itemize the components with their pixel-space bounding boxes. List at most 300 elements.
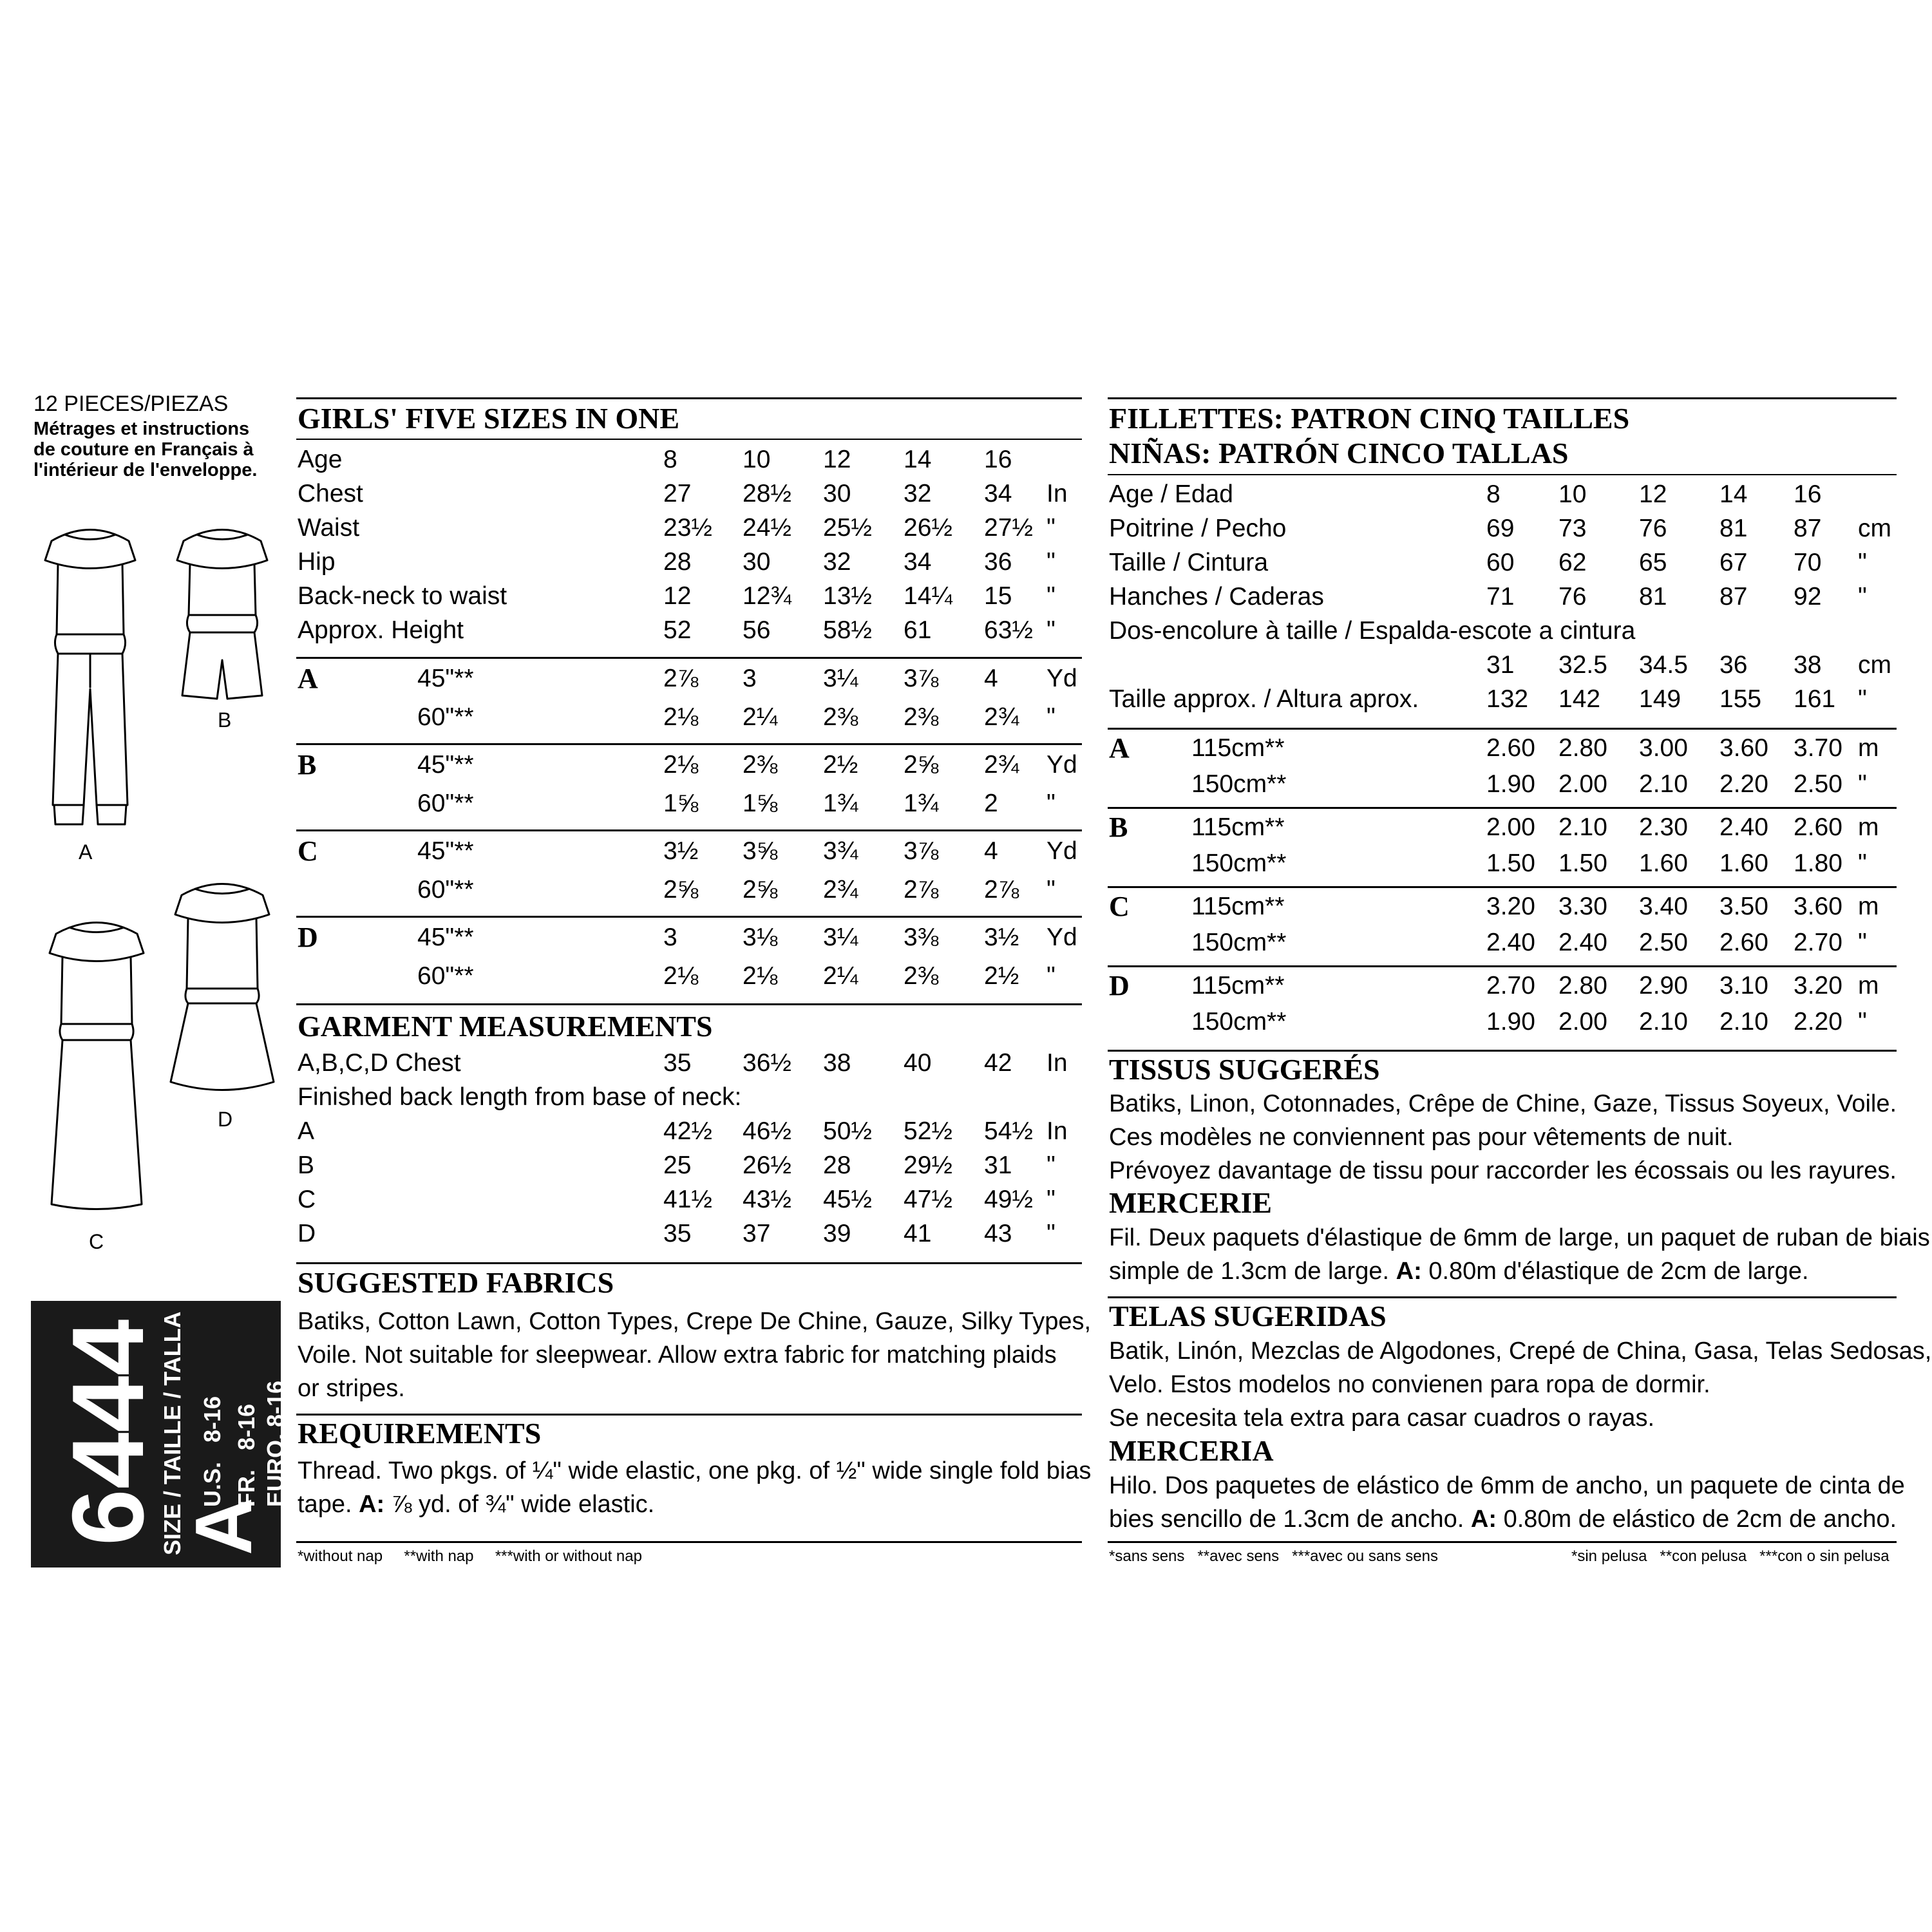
- view-d-dress-illustration: [164, 876, 280, 1108]
- value-cell: 31: [984, 1151, 1012, 1179]
- value-cell: 67: [1719, 549, 1748, 576]
- value-cell: 2.10: [1719, 1008, 1768, 1036]
- value-cell: 3⅜: [904, 923, 939, 951]
- pattern-number: 6444: [52, 1319, 165, 1546]
- value-cell: 81: [1719, 515, 1748, 542]
- value-cell: 2.30: [1639, 813, 1688, 841]
- value-cell: 2⅝: [743, 876, 778, 904]
- value-cell: 25½: [823, 514, 872, 542]
- value-cell: 2⅞: [984, 876, 1019, 904]
- value-cell: 12: [823, 446, 851, 473]
- unit-cell: cm: [1858, 651, 1891, 679]
- value-cell: 10: [743, 446, 771, 473]
- merceria-line: Hilo. Dos paquetes de elástico de 6mm de ancho, un paquete de cinta de: [1109, 1472, 1905, 1499]
- fr-title: FILLETTES: PATRON CINQ TAILLES: [1109, 402, 1630, 435]
- value-cell: 16: [1794, 480, 1822, 508]
- unit-cell: In: [1046, 1049, 1068, 1077]
- value-cell: 12: [1639, 480, 1667, 508]
- divider: [296, 1262, 1082, 1264]
- requirements-title: REQUIREMENTS: [298, 1417, 542, 1450]
- unit-cell: ": [1046, 962, 1056, 990]
- value-cell: 1.60: [1639, 849, 1688, 877]
- row-label: Approx. Height: [298, 616, 464, 644]
- value-cell: 2.10: [1558, 813, 1607, 841]
- unit-cell: ": [1858, 549, 1867, 576]
- row-label: A,B,C,D Chest: [298, 1049, 461, 1077]
- value-cell: 3½: [984, 923, 1019, 951]
- telas-text: [1109, 1334, 1931, 1435]
- telas-line: Se necesita tela extra para casar cuadros o rayas.: [1109, 1405, 1655, 1432]
- value-cell: 92: [1794, 583, 1822, 611]
- value-cell: 13½: [823, 582, 872, 610]
- value-cell: 2¼: [823, 962, 858, 990]
- value-cell: 132: [1486, 685, 1529, 713]
- es-footnote: *sin pelusa **con pelusa ***con o sin pelusa: [1571, 1548, 1889, 1565]
- suggested-fabrics-text: [298, 1305, 1091, 1405]
- view-d-label: D: [218, 1108, 233, 1131]
- value-cell: 8: [1486, 480, 1501, 508]
- value-cell: 2¼: [743, 703, 778, 731]
- value-cell: 56: [743, 616, 771, 644]
- value-cell: 43½: [743, 1186, 791, 1213]
- value-cell: 87: [1794, 515, 1822, 542]
- value-cell: 1⅝: [663, 790, 699, 817]
- value-cell: 1⅝: [743, 790, 778, 817]
- divider: [1108, 728, 1897, 730]
- value-cell: 149: [1639, 685, 1681, 713]
- value-cell: 52½: [904, 1117, 952, 1145]
- fabric-width: 45"**: [417, 837, 474, 865]
- divider: [296, 1541, 1082, 1543]
- value-cell: 2.50: [1794, 770, 1842, 798]
- value-cell: 14: [1719, 480, 1748, 508]
- unit-cell: Yd: [1046, 751, 1077, 779]
- value-cell: 52: [663, 616, 692, 644]
- unit-cell: ": [1858, 1008, 1867, 1036]
- divider: [296, 1003, 1082, 1005]
- value-cell: 38: [823, 1049, 851, 1077]
- fabric-width: 150cm**: [1191, 929, 1287, 956]
- value-cell: 42: [984, 1049, 1012, 1077]
- value-cell: 1.50: [1558, 849, 1607, 877]
- es-title: NIÑAS: PATRÓN CINCO TALLAS: [1109, 437, 1569, 469]
- value-cell: 3¾: [823, 837, 858, 865]
- value-cell: 4: [984, 837, 998, 865]
- value-cell: 39: [823, 1220, 851, 1247]
- suggested-fabrics-title: SUGGESTED FABRICS: [298, 1266, 614, 1299]
- value-cell: 3.10: [1719, 972, 1768, 999]
- value-cell: 2.00: [1558, 1008, 1607, 1036]
- value-cell: 50½: [823, 1117, 872, 1145]
- value-cell: 1¾: [904, 790, 939, 817]
- unit-cell: ": [1046, 703, 1056, 731]
- value-cell: 12¾: [743, 582, 791, 610]
- divider: [1108, 1541, 1897, 1543]
- fabrics-line: or stripes.: [298, 1375, 405, 1402]
- mercerie-title: MERCERIE: [1109, 1186, 1273, 1219]
- value-cell: 3.70: [1794, 734, 1842, 762]
- fabric-width: 115cm**: [1191, 734, 1285, 762]
- unit-cell: Yd: [1046, 837, 1077, 865]
- value-cell: 76: [1639, 515, 1667, 542]
- unit-cell: m: [1858, 734, 1879, 762]
- value-cell: 2.40: [1486, 929, 1535, 956]
- telas-line: Batik, Linón, Mezclas de Algodones, Crepé de China, Gasa, Telas Sedosas,: [1109, 1338, 1932, 1365]
- unit-cell: ": [1858, 685, 1867, 713]
- fabric-width: 60"**: [417, 962, 474, 990]
- view-b-label: B: [218, 708, 232, 732]
- value-cell: 3: [743, 665, 757, 692]
- tissus-line: Ces modèles ne conviennent pas pour vêtements de nuit.: [1109, 1124, 1734, 1151]
- unit-cell: ": [1046, 616, 1056, 644]
- view-c-maxi-dress-illustration: [42, 914, 151, 1224]
- value-cell: 27: [663, 480, 692, 507]
- value-cell: 2.20: [1794, 1008, 1842, 1036]
- value-cell: 24½: [743, 514, 791, 542]
- row-label: Hanches / Caderas: [1109, 583, 1324, 611]
- value-cell: 32.5: [1558, 651, 1607, 679]
- size-fr: FR. 8-16: [233, 1403, 260, 1507]
- mercerie-text: [1109, 1221, 1930, 1288]
- value-cell: 54½: [984, 1117, 1033, 1145]
- value-cell: 35: [663, 1220, 692, 1247]
- value-cell: 2.80: [1558, 972, 1607, 999]
- value-cell: 1.60: [1719, 849, 1768, 877]
- value-cell: 42½: [663, 1117, 712, 1145]
- divider: [1108, 807, 1897, 809]
- unit-cell: ": [1858, 929, 1867, 956]
- value-cell: 3.60: [1719, 734, 1768, 762]
- en-title: GIRLS' FIVE SIZES IN ONE: [298, 402, 680, 435]
- value-cell: 161: [1794, 685, 1836, 713]
- value-cell: 41: [904, 1220, 932, 1247]
- row-label: Taille / Cintura: [1109, 549, 1269, 576]
- french-note: [33, 419, 257, 480]
- unit-cell: m: [1858, 893, 1879, 920]
- value-cell: 10: [1558, 480, 1587, 508]
- value-cell: 2⅝: [663, 876, 699, 904]
- fabric-width: 150cm**: [1191, 849, 1287, 877]
- unit-cell: ": [1046, 1220, 1056, 1247]
- merceria-title: MERCERIA: [1109, 1434, 1274, 1467]
- value-cell: 155: [1719, 685, 1762, 713]
- value-cell: 12: [663, 582, 692, 610]
- value-cell: 3⅞: [904, 837, 939, 865]
- unit-cell: ": [1046, 790, 1056, 817]
- value-cell: 30: [743, 548, 771, 576]
- row-label: A: [298, 1117, 315, 1145]
- value-cell: 62: [1558, 549, 1587, 576]
- view-letter: A: [298, 663, 318, 694]
- row-label: B: [298, 1151, 315, 1179]
- garment-measurements-title: GARMENT MEASUREMENTS: [298, 1010, 713, 1043]
- value-cell: 73: [1558, 515, 1587, 542]
- value-cell: 1.90: [1486, 770, 1535, 798]
- view-letter: D: [1109, 970, 1130, 1001]
- value-cell: 2.10: [1639, 1008, 1688, 1036]
- fr-footnote: *sans sens **avec sens ***avec ou sans sens: [1109, 1548, 1438, 1565]
- value-cell: 87: [1719, 583, 1748, 611]
- value-cell: 81: [1639, 583, 1667, 611]
- value-cell: 28: [663, 548, 692, 576]
- requirements-line: Thread. Two pkgs. of ¼" wide elastic, one pkg. of ½" wide single fold bias: [298, 1457, 1092, 1484]
- row-label: C: [298, 1186, 316, 1213]
- value-cell: 8: [663, 446, 677, 473]
- value-cell: 49½: [984, 1186, 1033, 1213]
- view-letter: C: [1109, 891, 1130, 922]
- value-cell: 2: [984, 790, 998, 817]
- value-cell: 29½: [904, 1151, 952, 1179]
- row-label: D: [298, 1220, 316, 1247]
- unit-cell: ": [1858, 583, 1867, 611]
- value-cell: 45½: [823, 1186, 872, 1213]
- value-cell: 142: [1558, 685, 1601, 713]
- value-cell: 2½: [823, 751, 858, 779]
- unit-cell: m: [1858, 972, 1879, 999]
- merceria-line: bies sencillo de 1.3cm de ancho. A: 0.80m de elástico de 2cm de ancho.: [1109, 1506, 1897, 1533]
- divider: [296, 657, 1082, 659]
- fabrics-line: Voile. Not suitable for sleepwear. Allow extra fabric for matching plaids: [298, 1341, 1057, 1368]
- tissus-line: Batiks, Linon, Cotonnades, Crêpe de Chine, Gaze, Tissus Soyeux, Voile.: [1109, 1090, 1897, 1117]
- row-label: Taille approx. / Altura aprox.: [1109, 685, 1419, 713]
- value-cell: 2.10: [1639, 770, 1688, 798]
- value-cell: 15: [984, 582, 1012, 610]
- value-cell: 2⅜: [904, 962, 939, 990]
- value-cell: 3.50: [1719, 893, 1768, 920]
- mercerie-line: Fil. Deux paquets d'élastique de 6mm de large, un paquet de ruban de biais: [1109, 1224, 1930, 1251]
- pieces-count: 12 PIECES/PIEZAS: [33, 392, 229, 416]
- fabric-width: 45"**: [417, 923, 474, 951]
- unit-cell: ": [1046, 548, 1056, 576]
- value-cell: 2.60: [1719, 929, 1768, 956]
- unit-cell: ": [1046, 876, 1056, 904]
- fabric-width: 115cm**: [1191, 813, 1285, 841]
- fabric-width: 115cm**: [1191, 893, 1285, 920]
- value-cell: 2⅞: [904, 876, 939, 904]
- value-cell: 2⅜: [904, 703, 939, 731]
- value-cell: 2.70: [1486, 972, 1535, 999]
- value-cell: 36½: [743, 1049, 791, 1077]
- divider: [296, 916, 1082, 918]
- value-cell: 2⅛: [663, 962, 699, 990]
- view-b-romper-illustration: [171, 522, 274, 715]
- value-cell: 58½: [823, 616, 872, 644]
- divider: [296, 829, 1082, 831]
- value-cell: 43: [984, 1220, 1012, 1247]
- divider: [1108, 1296, 1897, 1298]
- tissus-title: TISSUS SUGGERÉS: [1109, 1053, 1380, 1086]
- divider: [1108, 965, 1897, 967]
- value-cell: 2.20: [1719, 770, 1768, 798]
- value-cell: 26½: [743, 1151, 791, 1179]
- value-cell: 3⅞: [904, 665, 939, 692]
- value-cell: 60: [1486, 549, 1515, 576]
- value-cell: 2.00: [1486, 813, 1535, 841]
- value-cell: 4: [984, 665, 998, 692]
- tissus-text: [1109, 1087, 1897, 1188]
- value-cell: 34.5: [1639, 651, 1688, 679]
- row-label: Hip: [298, 548, 336, 576]
- divider: [1108, 886, 1897, 888]
- row-label: Back-neck to waist: [298, 582, 507, 610]
- value-cell: 3.40: [1639, 893, 1688, 920]
- value-cell: 38: [1794, 651, 1822, 679]
- row-label: Dos-encolure à taille / Espalda-escote a cintura: [1109, 617, 1636, 645]
- unit-cell: ": [1046, 514, 1056, 542]
- french-note-line: l'intérieur de l'enveloppe.: [33, 460, 258, 480]
- unit-cell: Yd: [1046, 923, 1077, 951]
- row-label: Chest: [298, 480, 363, 507]
- unit-cell: ": [1046, 1151, 1056, 1179]
- value-cell: 1.90: [1486, 1008, 1535, 1036]
- value-cell: 2.80: [1558, 734, 1607, 762]
- value-cell: 3.30: [1558, 893, 1607, 920]
- value-cell: 3⅛: [743, 923, 778, 951]
- unit-cell: Yd: [1046, 665, 1077, 692]
- fabrics-line: Batiks, Cotton Lawn, Cotton Types, Crepe De Chine, Gauze, Silky Types,: [298, 1308, 1092, 1335]
- value-cell: 14¼: [904, 582, 952, 610]
- fabric-width: 45"**: [417, 751, 474, 779]
- view-c-label: C: [89, 1230, 104, 1253]
- value-cell: 47½: [904, 1186, 952, 1213]
- french-note-line: de couture en Français à: [33, 439, 254, 460]
- row-label: Age / Edad: [1109, 480, 1233, 508]
- value-cell: 3.20: [1486, 893, 1535, 920]
- value-cell: 3: [663, 923, 677, 951]
- value-cell: 2½: [984, 962, 1019, 990]
- value-cell: 3¼: [823, 665, 858, 692]
- value-cell: 36: [984, 548, 1012, 576]
- value-cell: 26½: [904, 514, 952, 542]
- value-cell: 32: [823, 548, 851, 576]
- divider: [1108, 397, 1897, 399]
- value-cell: 41½: [663, 1186, 712, 1213]
- value-cell: 3.00: [1639, 734, 1688, 762]
- value-cell: 2⅞: [663, 665, 699, 692]
- value-cell: 2⅜: [823, 703, 858, 731]
- value-cell: 3½: [663, 837, 699, 865]
- value-cell: 2⅝: [904, 751, 939, 779]
- value-cell: 2.40: [1558, 929, 1607, 956]
- value-cell: 2.70: [1794, 929, 1842, 956]
- divider: [1108, 1050, 1897, 1052]
- value-cell: 2.90: [1639, 972, 1688, 999]
- pattern-number-badge: [31, 1301, 289, 1567]
- fabric-width: 45"**: [417, 665, 474, 692]
- unit-cell: ": [1858, 849, 1867, 877]
- value-cell: 2¾: [823, 876, 858, 904]
- fabric-width: 60"**: [417, 876, 474, 904]
- value-cell: 34: [984, 480, 1012, 507]
- row-label: Poitrine / Pecho: [1109, 515, 1287, 542]
- value-cell: 76: [1558, 583, 1587, 611]
- fabric-width: 150cm**: [1191, 1008, 1287, 1036]
- fabric-width: 115cm**: [1191, 972, 1285, 999]
- value-cell: 31: [1486, 651, 1515, 679]
- value-cell: 3.60: [1794, 893, 1842, 920]
- value-cell: 2.00: [1558, 770, 1607, 798]
- value-cell: 40: [904, 1049, 932, 1077]
- unit-cell: m: [1858, 813, 1879, 841]
- fabric-width: 60"**: [417, 703, 474, 731]
- divider: [296, 743, 1082, 745]
- size-us: U.S. 8-16: [199, 1396, 225, 1507]
- size-label: SIZE / TAILLE / TALLA: [159, 1311, 185, 1555]
- unit-cell: cm: [1858, 515, 1891, 542]
- view-letter: D: [298, 922, 318, 953]
- unit-cell: ": [1046, 1186, 1056, 1213]
- value-cell: 65: [1639, 549, 1667, 576]
- value-cell: 32: [904, 480, 932, 507]
- size-euro: EURO. 8-16: [262, 1380, 289, 1507]
- value-cell: 34: [904, 548, 932, 576]
- french-note-line: Métrages et instructions: [33, 419, 250, 439]
- value-cell: 2.60: [1486, 734, 1535, 762]
- row-label: Waist: [298, 514, 360, 542]
- value-cell: 1.50: [1486, 849, 1535, 877]
- value-cell: 61: [904, 616, 932, 644]
- value-cell: 3¼: [823, 923, 858, 951]
- unit-cell: In: [1046, 1117, 1068, 1145]
- view-letter: A: [1109, 732, 1130, 764]
- value-cell: 23½: [663, 514, 712, 542]
- view-a-jumpsuit-illustration: [39, 522, 142, 831]
- value-cell: 25: [663, 1151, 692, 1179]
- value-cell: 46½: [743, 1117, 791, 1145]
- mercerie-line: simple de 1.3cm de large. A: 0.80m d'élastique de 2cm de large.: [1109, 1258, 1809, 1285]
- unit-cell: In: [1046, 480, 1068, 507]
- value-cell: 70: [1794, 549, 1822, 576]
- tissus-line: Prévoyez davantage de tissu pour raccorder les écossais ou les rayures.: [1109, 1157, 1897, 1184]
- value-cell: 27½: [984, 514, 1033, 542]
- telas-line: Velo. Estos modelos no convienen para ropa de dormir.: [1109, 1371, 1710, 1398]
- value-cell: 2.60: [1794, 813, 1842, 841]
- value-cell: 2.40: [1719, 813, 1768, 841]
- size-range-letter: A: [180, 1497, 269, 1555]
- value-cell: 2⅛: [663, 751, 699, 779]
- value-cell: 37: [743, 1220, 771, 1247]
- unit-cell: ": [1858, 770, 1867, 798]
- value-cell: 3⅝: [743, 837, 778, 865]
- en-footnote: *without nap **with nap ***with or without nap: [298, 1548, 642, 1565]
- view-letter: B: [1109, 811, 1128, 843]
- view-letter: C: [298, 835, 318, 867]
- value-cell: 2¾: [984, 703, 1019, 731]
- view-a-label: A: [79, 840, 93, 864]
- telas-title: TELAS SUGERIDAS: [1109, 1300, 1387, 1332]
- requirements-line: tape. A: ⅞ yd. of ¾" wide elastic.: [298, 1491, 655, 1518]
- divider: [296, 439, 1082, 440]
- value-cell: 30: [823, 480, 851, 507]
- value-cell: 63½: [984, 616, 1033, 644]
- requirements-text: [298, 1454, 1091, 1521]
- value-cell: 1.80: [1794, 849, 1842, 877]
- value-cell: 35: [663, 1049, 692, 1077]
- value-cell: 2⅛: [663, 703, 699, 731]
- value-cell: 28: [823, 1151, 851, 1179]
- value-cell: 2.50: [1639, 929, 1688, 956]
- view-letter: B: [298, 749, 317, 781]
- merceria-text: [1109, 1469, 1905, 1536]
- unit-cell: ": [1046, 582, 1056, 610]
- row-label: Finished back length from base of neck:: [298, 1083, 742, 1111]
- value-cell: 16: [984, 446, 1012, 473]
- value-cell: 3.20: [1794, 972, 1842, 999]
- row-label: Age: [298, 446, 343, 473]
- value-cell: 2⅛: [743, 962, 778, 990]
- value-cell: 1¾: [823, 790, 858, 817]
- value-cell: 71: [1486, 583, 1515, 611]
